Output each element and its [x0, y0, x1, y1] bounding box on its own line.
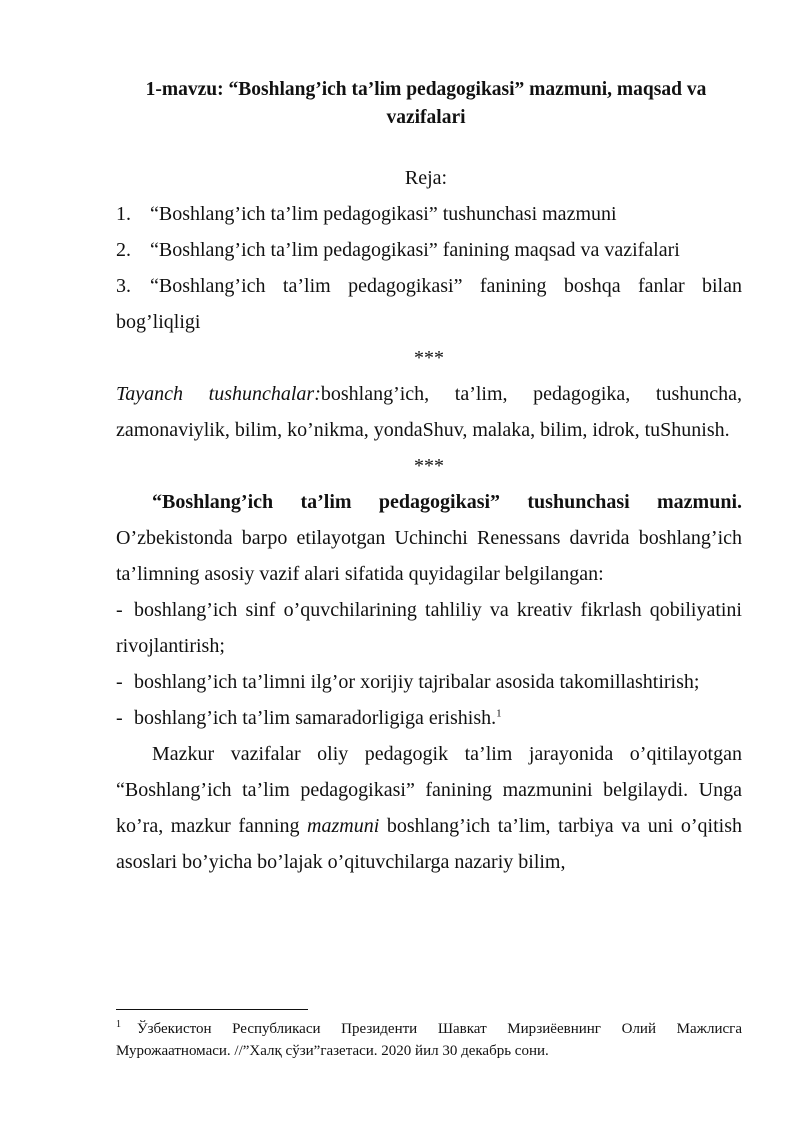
paragraph-emphasis: mazmuni	[307, 815, 380, 837]
footnote-divider	[116, 1009, 308, 1010]
plan-item-number: 3.	[116, 275, 131, 297]
plan-item	[116, 196, 742, 232]
task-dash: -	[116, 599, 123, 621]
keywords-paragraph	[116, 376, 742, 448]
section-separator: ***	[414, 347, 444, 369]
task-text: boshlang’ich ta’limni ilg’or xorijiy tajribalar asosida takomillashtirish;	[134, 671, 700, 693]
footnote-reference[interactable]: 1	[496, 707, 502, 720]
task-text: boshlang’ich sinf o’quvchilarining tahliliy va kreativ fikrlash qobiliyatini rivojlantirish;	[116, 599, 742, 657]
paragraph-text: Mazkur vazifalar oliy pedagogik ta’lim jarayonida o’qitilayotgan “Boshlang’ich ta’lim pedagogikasi” fanining mazmunini belgilaydi. Unga ko’ra, mazkur fanning	[116, 743, 742, 837]
footnote	[116, 1018, 742, 1062]
task-item	[116, 700, 742, 736]
task-item	[116, 592, 742, 664]
plan-item-text: “Boshlang’ich ta’lim pedagogikasi” fanining boshqa fanlar bilan bog’liqligi	[116, 275, 742, 333]
task-dash: -	[116, 671, 123, 693]
plan-item-text: “Boshlang’ich ta’lim pedagogikasi” tushunchasi mazmuni	[150, 203, 617, 225]
plan-heading: Reja:	[404, 167, 448, 189]
section-intro-text: O’zbekistonda barpo etilayotgan Uchinchi Renessans davrida boshlang’ich ta’limning asosiy vazif alari sifatida quyidagilar belgilangan:	[116, 527, 742, 585]
body-paragraph	[116, 736, 742, 880]
page-title: 1-mavzu: “Boshlang’ich ta’lim pedagogikasi” mazmuni, maqsad va vazifalari	[145, 79, 707, 128]
section-separator: ***	[414, 455, 444, 477]
keywords-text: boshlang’ich, ta’lim, pedagogika, tushuncha, zamonaviylik, bilim, ko’nikma, yondaShuv, malaka, bilim, idrok, tuShunish.	[116, 383, 742, 441]
plan-item-number: 2.	[116, 239, 131, 261]
section-intro-paragraph	[116, 484, 742, 592]
document-body	[116, 196, 742, 880]
task-dash: -	[116, 707, 123, 729]
paragraph-text: boshlang’ich ta’lim, tarbiya va uni o’qitish asoslari bo’yicha bo’lajak o’qituvchilarga nazariy bilim,	[116, 815, 742, 873]
plan-item	[116, 232, 742, 268]
task-text: boshlang’ich ta’lim samaradorligiga erishish.	[134, 707, 497, 729]
section-heading: “Boshlang’ich ta’lim pedagogikasi” tushunchasi mazmuni.	[152, 491, 742, 513]
footnote-text: Ўзбекистон Республикаси Президенти Шавкат Мирзиёевнинг Олий Мажлисга Мурожаатномаси. //”Халқ сўзи”газетаси. 2020 йил 30 декабрь сони.	[116, 1021, 742, 1059]
keywords-label: Tayanch tushunchalar:	[116, 383, 321, 405]
plan-item	[116, 268, 742, 340]
footnote-mark: 1	[116, 1019, 121, 1030]
plan-item-number: 1.	[116, 203, 131, 225]
plan-item-text: “Boshlang’ich ta’lim pedagogikasi” fanining maqsad va vazifalari	[150, 239, 680, 261]
task-item	[116, 664, 742, 700]
